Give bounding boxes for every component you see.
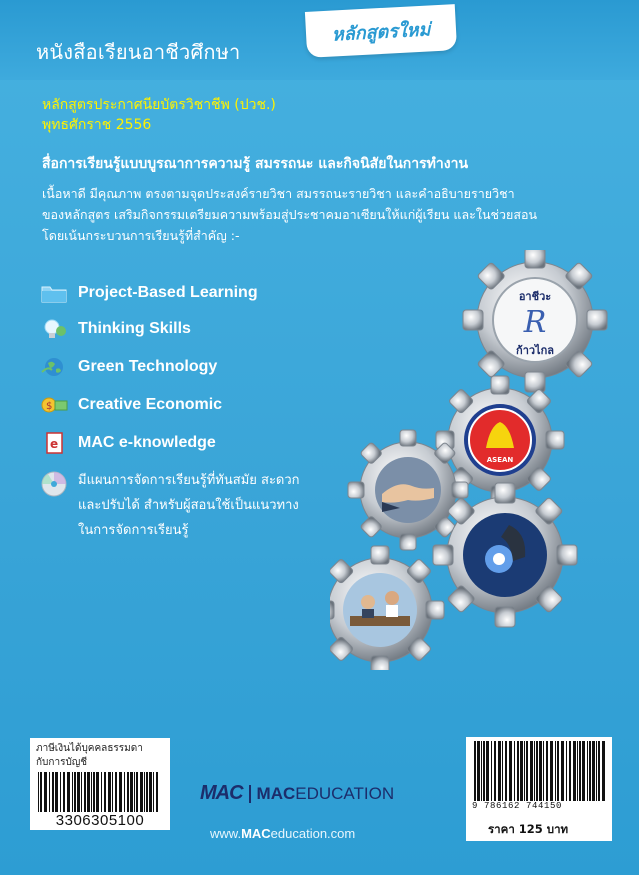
gear-office xyxy=(330,546,444,670)
barcode-bar xyxy=(534,741,535,801)
barcode-bar xyxy=(546,741,548,801)
feature-label: Thinking Skills xyxy=(78,320,191,337)
feature-label: Project-Based Learning xyxy=(78,284,258,301)
gear-handshake xyxy=(348,430,468,550)
barcode-bar xyxy=(602,741,605,801)
barcode-bar xyxy=(587,741,588,801)
gear-badge-top: อาชีวะ xyxy=(518,290,552,303)
barcode-bar xyxy=(153,772,154,812)
barcode-bar xyxy=(104,772,106,812)
svg-text:$: $ xyxy=(46,401,53,412)
tax-subject-line: กับการบัญชี xyxy=(36,757,88,768)
lesson-plan-note xyxy=(40,468,338,543)
barcode-bar xyxy=(555,741,556,801)
barcode-bar xyxy=(156,772,158,812)
barcode-bar xyxy=(115,772,117,812)
barcode-bar xyxy=(486,741,489,801)
intro-line: เนื้อหาดี มีคุณภาพ ตรงตามจุดประสงค์รายวิชา สมรรถนะรายวิชา และคำอธิบายรายวิชา xyxy=(42,186,515,201)
barcode-bar xyxy=(74,772,76,812)
feature-label: MAC e-knowledge xyxy=(78,434,216,451)
barcode-bar xyxy=(77,772,80,812)
barcode-bar xyxy=(579,741,581,801)
url-prefix: www. xyxy=(210,826,242,841)
barcode-bar xyxy=(87,772,90,812)
gear-badge-bottom: ก้าวไกล xyxy=(516,344,554,357)
barcode-bar xyxy=(592,741,595,801)
barcode-bar xyxy=(67,772,70,812)
barcode-bar xyxy=(93,772,95,812)
barcode-bar xyxy=(136,772,138,812)
barcode-bar xyxy=(577,741,578,801)
barcode-bar xyxy=(52,772,54,812)
svg-text:e: e xyxy=(50,437,59,451)
feature-label: Creative Economic xyxy=(78,396,223,413)
barcode-bar xyxy=(494,741,496,801)
barcode-bar xyxy=(524,741,525,801)
barcode-bar xyxy=(557,741,559,801)
barcode-bar xyxy=(474,741,476,801)
barcode-bar xyxy=(38,772,39,812)
barcode-bar xyxy=(144,772,145,812)
publisher-url xyxy=(210,826,355,841)
feature-item xyxy=(40,316,191,342)
feature-item xyxy=(40,392,222,418)
tax-subject-box xyxy=(30,738,170,830)
plan-line: ในการจัดการเรียนรู้ xyxy=(78,523,189,538)
barcode-bar xyxy=(566,741,567,801)
barcode-bar xyxy=(101,772,102,812)
barcode-bar xyxy=(96,772,99,812)
brand-name-bold: MAC xyxy=(256,783,296,803)
barcode-bar xyxy=(505,741,507,801)
money-icon xyxy=(40,394,68,416)
new-curriculum-badge xyxy=(305,4,457,58)
barcode-bar xyxy=(63,772,65,812)
isbn-barcode xyxy=(472,741,606,801)
asean-label: ASEAN xyxy=(486,456,514,464)
barcode-bar xyxy=(498,741,501,801)
barcode-bar xyxy=(49,772,50,812)
cd-disc-icon xyxy=(40,470,68,498)
barcode-bar xyxy=(543,741,544,801)
barcode-bar xyxy=(539,741,542,801)
barcode-bar xyxy=(130,772,133,812)
barcode-bar xyxy=(134,772,135,812)
feature-label: Green Technology xyxy=(78,358,218,375)
barcode-bar xyxy=(536,741,538,801)
isbn-box xyxy=(466,737,612,841)
barcode-bar xyxy=(573,741,576,801)
barcode-bar xyxy=(149,772,152,812)
brand-name xyxy=(257,784,395,804)
gear-r-badge xyxy=(463,250,607,392)
barcode-bar xyxy=(91,772,92,812)
barcode-bar xyxy=(40,772,42,812)
barcode-bar xyxy=(561,741,564,801)
barcode-bar xyxy=(517,741,519,801)
feature-item xyxy=(40,430,216,456)
barcode-bar xyxy=(569,741,571,801)
barcode-bar xyxy=(596,741,597,801)
barcode-bar xyxy=(550,741,553,801)
tax-subject-line: ภาษีเงินได้บุคคลธรรมดา xyxy=(36,743,143,754)
lightbulb-icon xyxy=(40,318,68,340)
feature-item xyxy=(40,354,217,380)
url-suffix: education.com xyxy=(270,826,356,841)
barcode-bar xyxy=(72,772,73,812)
barcode-bar xyxy=(60,772,61,812)
brand-divider xyxy=(249,785,251,803)
course-year: พุทธศักราช 2556 xyxy=(42,117,152,133)
barcode-bar xyxy=(526,741,528,801)
barcode-bar xyxy=(124,772,125,812)
barcode-bar xyxy=(112,772,113,812)
plan-line: และปรับได้ สำหรับผู้สอนใช้เป็นแนวทาง xyxy=(78,498,299,513)
barcode-bar xyxy=(483,741,485,801)
e-knowledge-icon xyxy=(40,432,68,454)
barcode-bar xyxy=(502,741,503,801)
barcode-bar xyxy=(509,741,512,801)
intro-line: โดยเน้นกระบวนการเรียนรู้ที่สำคัญ :- xyxy=(42,228,240,243)
publisher-brand xyxy=(200,782,394,805)
barcode-bar xyxy=(514,741,515,801)
barcode-bar xyxy=(598,741,600,801)
barcode-bar xyxy=(491,741,492,801)
barcode-bar xyxy=(481,741,482,801)
folder-icon xyxy=(40,282,68,304)
series-title: หนังสือเรียนอาชีวศึกษา xyxy=(36,40,241,64)
barcode-bar xyxy=(520,741,523,801)
barcode-bar xyxy=(146,772,148,812)
price-label: ราคา 125 บาท xyxy=(488,822,569,836)
barcode-bar xyxy=(530,741,533,801)
barcode-bar xyxy=(84,772,86,812)
barcode-bar xyxy=(44,772,47,812)
course-name: หลักสูตรประกาศนียบัตรวิชาชีพ (ปวช.) xyxy=(42,97,276,113)
mac-logo: MAC xyxy=(200,782,243,804)
intro-line: ของหลักสูตร เสริมกิจกรรมเตรียมความพร้อมสู่ประชาคมอาเซียนให้แก่ผู้เรียน และในช่วยสอน xyxy=(42,207,538,222)
barcode-bar xyxy=(582,741,585,801)
barcode-bar xyxy=(119,772,122,812)
barcode-bar xyxy=(108,772,111,812)
barcode-bar xyxy=(140,772,143,812)
barcode-bar xyxy=(127,772,129,812)
url-bold: MAC xyxy=(241,826,271,841)
barcode-bar xyxy=(477,741,480,801)
barcode-bar xyxy=(589,741,591,801)
intro-paragraph xyxy=(42,183,602,246)
subject-barcode xyxy=(36,772,162,812)
plan-line: มีแผนการจัดการเรียนรู้ที่ทันสมัย สะดวก xyxy=(78,473,300,488)
subject-code: 3306305100 xyxy=(55,812,145,829)
brand-name-rest: EDUCATION xyxy=(295,783,395,803)
subtitle: สื่อการเรียนรู้แบบบูรณาการความรู้ สมรรถนะ และกิจนิสัยในการทำงาน xyxy=(42,156,469,172)
isbn-number: 9 786162 744150 xyxy=(472,801,563,811)
new-curriculum-label: หลักสูตรใหม่ xyxy=(331,18,431,46)
gear-illustration xyxy=(330,250,630,670)
gear-welding xyxy=(433,483,577,627)
gear-badge-mid: R xyxy=(523,305,547,340)
barcode-bar xyxy=(55,772,58,812)
globe-icon xyxy=(40,356,68,378)
feature-item xyxy=(40,280,258,306)
barcode-bar xyxy=(81,772,82,812)
